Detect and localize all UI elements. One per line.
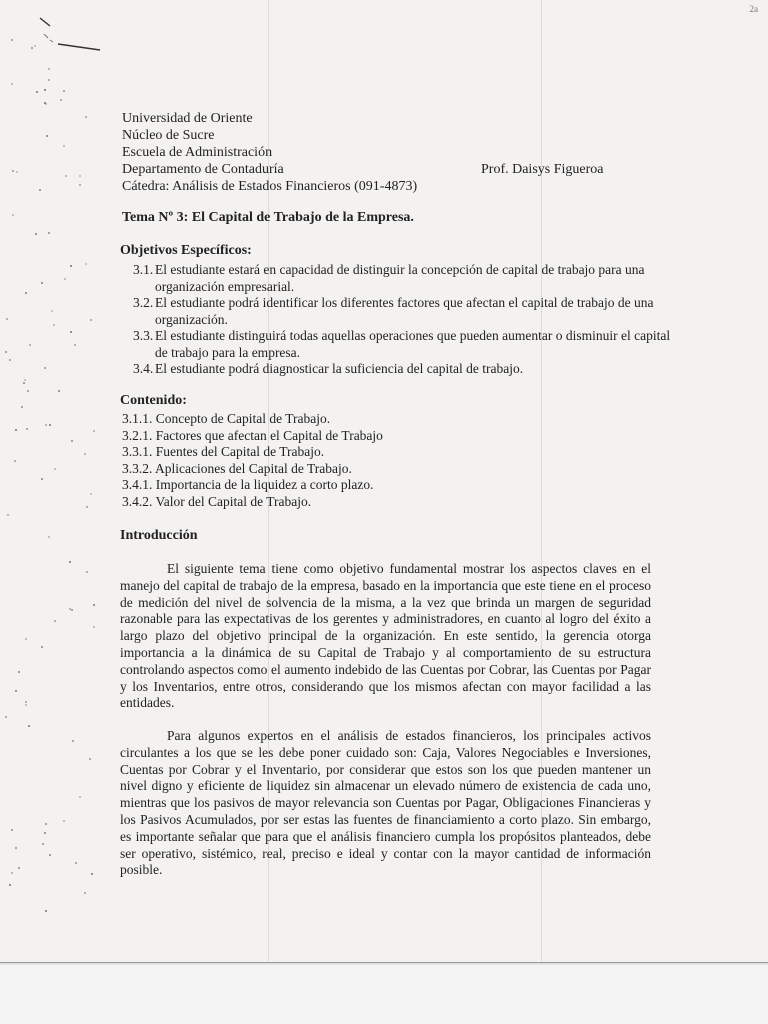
scan-speck	[71, 440, 73, 442]
scan-speck	[41, 478, 43, 480]
scan-speck	[31, 47, 33, 49]
scan-speck	[48, 232, 50, 234]
scan-speck	[7, 514, 9, 516]
scan-speck	[36, 91, 38, 93]
page-marker: 2a	[749, 4, 758, 14]
scan-speck	[48, 79, 50, 81]
scan-speck	[5, 351, 7, 353]
scan-speck	[90, 319, 92, 321]
scan-speck	[79, 184, 81, 186]
scan-speck	[48, 536, 50, 538]
scan-speck	[84, 892, 86, 894]
scan-speck	[42, 843, 44, 845]
objective-item: 3.2. El estudiante podrá identificar los diferentes factores que afectan el capital de trabajo de una organización.	[133, 295, 654, 327]
scan-speck	[54, 468, 56, 470]
scan-speck	[86, 506, 88, 508]
header-line: Departamento de Contaduría	[122, 162, 284, 177]
scan-speck	[75, 862, 77, 864]
scan-speck	[25, 704, 27, 706]
header-line: Universidad de Oriente	[122, 111, 253, 126]
scan-speck	[24, 379, 26, 381]
contents-list	[122, 411, 383, 510]
scan-speck	[18, 867, 20, 869]
scan-speck	[93, 626, 95, 628]
scan-speck	[93, 430, 95, 432]
scan-speck	[63, 820, 65, 822]
scan-speck	[28, 725, 30, 727]
scan-speck	[35, 233, 37, 235]
scan-speck	[49, 854, 51, 856]
scan-speck	[49, 424, 51, 426]
scan-speck	[21, 406, 23, 408]
contents-item: 3.2.1. Factores que afectan el Capital de Trabajo	[122, 427, 383, 443]
scan-speck	[18, 671, 20, 673]
scan-speck	[74, 344, 76, 346]
scan-speck	[91, 873, 93, 875]
contents-heading: Contenido:	[120, 393, 187, 408]
scan-speck	[46, 135, 48, 137]
scan-speck	[15, 690, 17, 692]
scan-speck	[60, 99, 62, 101]
scan-speck	[12, 170, 14, 172]
scan-speck	[58, 390, 60, 392]
scan-speck	[86, 571, 88, 573]
scan-speck	[41, 646, 43, 648]
scan-speck	[29, 344, 31, 346]
scan-speck	[23, 382, 25, 384]
scan-speck	[65, 175, 67, 177]
scan-speck	[70, 331, 72, 333]
scan-speck	[9, 884, 11, 886]
professor-name: Prof. Daisys Figueroa	[481, 162, 604, 177]
scan-speck	[63, 145, 65, 147]
contents-item: 3.3.2. Aplicaciones del Capital de Trabajo.	[122, 460, 352, 476]
contents-item: 3.3.1. Fuentes del Capital de Trabajo.	[122, 444, 325, 459]
objective-item: 3.1. El estudiante estará en capacidad de distinguir la concepción de capital de trabajo para una organización empresarial.	[133, 262, 645, 294]
contents-item: 3.1.1. Concepto de Capital de Trabajo.	[122, 411, 331, 426]
header-line: Escuela de Administración	[122, 145, 273, 160]
scan-speck	[45, 424, 47, 426]
objectives-list	[133, 262, 683, 378]
topic-title: Tema Nº 3: El Capital de Trabajo de la Empresa.	[122, 210, 414, 225]
scan-speck	[16, 171, 18, 173]
scan-speck	[25, 638, 27, 640]
scan-speck	[15, 847, 17, 849]
scan-speck	[45, 823, 47, 825]
scan-speck	[69, 561, 71, 563]
scan-speck	[51, 310, 53, 312]
scan-speck	[53, 324, 55, 326]
scan-speck	[11, 39, 13, 41]
header-line: Cátedra: Análisis de Estados Financieros (091-4873)	[122, 179, 418, 194]
scan-speck	[70, 265, 72, 267]
introduction-paragraph: Para algunos expertos en el análisis de estados financieros, los principales activos circulantes a los que se les debe poner cuidado son: Caja, Valores Negociables e Inversiones, Cuentas por Cobrar y el Inventario, por considerar que estos son los que pueden mantener un nivel digno y eficiente de liquidez sin almacenar un elevado número de existencia de cada uno, mientras que los pasivos de mayor relevancia son Cuentas por Pagar, Obligaciones Financieras y los Pasivos Acumulados, por ser estas las fuentes de financiamiento a corto plazo. Sin embargo, es importante señalar que para que el análisis financiero cumpla los propósitos planteados, debe ser operativo, sistémico, real, preciso e ideal y contar con la mayor cantidad de información posible.	[120, 728, 651, 878]
objectives-heading: Objetivos Específicos:	[120, 243, 252, 258]
scan-speck	[15, 429, 17, 431]
objective-item: 3.4. El estudiante podrá diagnosticar la suficiencia del capital de trabajo.	[133, 361, 524, 376]
scan-speck	[44, 89, 46, 91]
scan-speck	[69, 608, 71, 610]
scan-speck	[26, 428, 28, 430]
introduction-paragraph: El siguiente tema tiene como objetivo fundamental mostrar los aspectos claves en el manejo del capital de trabajo de la empresa, basado en la importancia que este tiene en el proceso de medición del nivel de solvencia de la misma, a la vez que brinda un margen de seguridad razonable para las expectativas de los gerentes y administradores, en cuanto al logro del éxito a largo plazo del objetivo principal de la organización. En este sentido, la gerencia otorga importancia a la dinámica de su Capital de Trabajo y al comportamiento de su estructura controlando aspectos como el aumento indebido de las Cuentas por Cobrar, las Cuentas por Pagar y los Inventarios, entre otros, considerando que los mismos afectan con mayor facilidad a las entidades.	[120, 561, 651, 711]
scan-speck	[79, 175, 81, 177]
contents-item: 3.4.2. Valor del Capital de Trabajo.	[122, 493, 312, 509]
introduction-heading: Introducción	[120, 528, 198, 543]
scan-speck	[85, 116, 87, 118]
scan-speck	[93, 604, 95, 606]
scan-speck	[44, 832, 46, 834]
scan-speck	[85, 263, 87, 265]
scan-speck	[79, 796, 81, 798]
scan-speck	[11, 83, 13, 85]
scan-speck	[27, 390, 29, 392]
scan-speck	[90, 493, 92, 495]
objective-item: 3.3. El estudiante distinguirá todas aquellas operaciones que pueden aumentar o disminuir el capital de trabajo para la empresa.	[133, 328, 671, 360]
scan-speck	[54, 620, 56, 622]
pen-mark	[36, 14, 116, 54]
scan-speck	[5, 716, 7, 718]
contents-item: 3.4.1. Importancia de la liquidez a corto plazo.	[122, 477, 374, 492]
scan-speck	[41, 282, 43, 284]
scan-speck	[11, 829, 13, 831]
scan-speck	[11, 872, 13, 874]
scan-speck	[64, 278, 66, 280]
header-line: Núcleo de Sucre	[122, 128, 215, 143]
scan-speck	[6, 318, 8, 320]
scan-speck	[89, 758, 91, 760]
scan-speck	[9, 359, 11, 361]
document-header	[122, 110, 622, 195]
scan-speck	[84, 453, 86, 455]
scan-speck	[14, 460, 16, 462]
scan-speck	[48, 68, 50, 70]
scan-speck	[25, 292, 27, 294]
scan-speck	[25, 701, 27, 703]
scan-speck	[12, 214, 14, 216]
scan-speck	[63, 90, 65, 92]
scan-speck	[72, 740, 74, 742]
scan-speck	[71, 609, 73, 611]
scan-speck	[45, 910, 47, 912]
scan-speck	[39, 189, 41, 191]
scan-speck	[44, 367, 46, 369]
